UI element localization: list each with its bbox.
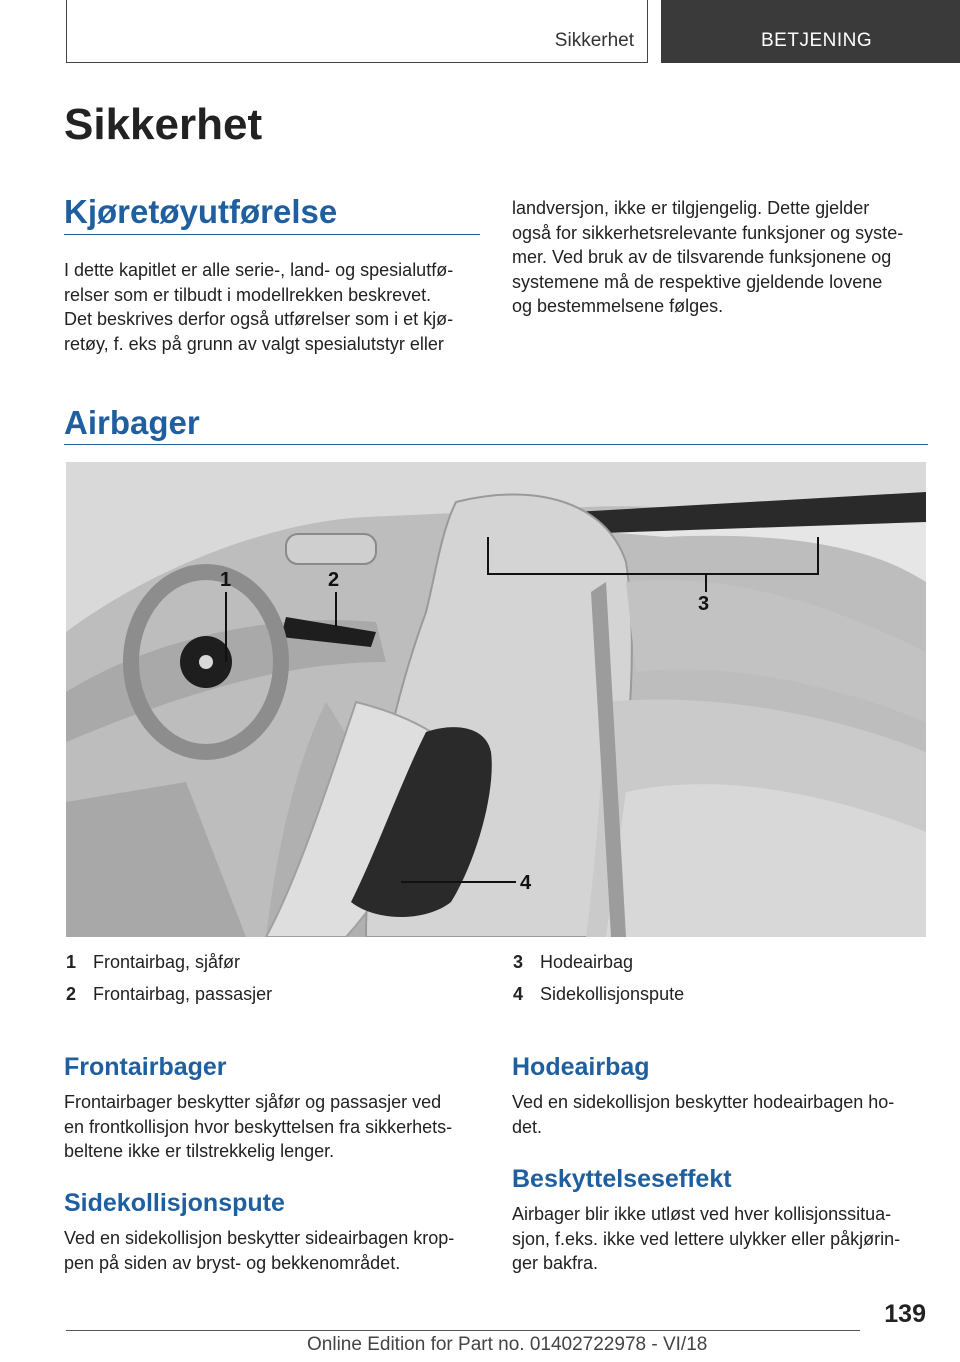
legend-label: Sidekollisjonspute	[540, 984, 685, 1004]
page-title: Sikkerhet	[64, 100, 263, 149]
legend-item	[513, 984, 684, 1016]
legend-label: Frontairbag, passasjer	[93, 984, 273, 1004]
text-line: en frontkollisjon hvor beskyttelsen fra sikkerhets-	[64, 1116, 453, 1137]
figure-legend-left	[66, 952, 272, 1016]
subheading-side-airbag: Sidekollisjonspute	[64, 1189, 285, 1217]
side-airbag-text	[64, 1226, 454, 1275]
legend-number: 2	[66, 984, 77, 1004]
section-heading-airbags: Airbager	[64, 404, 200, 441]
text-line: I dette kapitlet er alle serie-, land- og spesialutfø-	[64, 260, 454, 280]
airbag-illustration	[66, 462, 926, 937]
legend-number: 1	[66, 952, 77, 972]
text-line: ger bakfra.	[512, 1253, 599, 1273]
section-heading-vehicle-design: Kjøretøyutførelse	[64, 193, 338, 230]
callout-1: 1	[220, 569, 232, 591]
text-line: Ved en sidekollisjon beskytter sideairbagen krop-	[64, 1228, 455, 1248]
text-line: Ved en sidekollisjon beskytter hodeairbagen ho-	[512, 1092, 895, 1112]
text-line: retøy, f. eks på grunn av valgt spesialutstyr eller	[64, 333, 444, 354]
legend-item	[66, 984, 272, 1016]
car-interior-drawing	[66, 462, 926, 937]
text-line: pen på siden av bryst- og bekkenområdet.	[64, 1252, 401, 1273]
text-line: Det beskrives derfor også utførelser som i et kjø-	[64, 309, 454, 329]
text-line: Airbager blir ikke utløst ved hver kollisjonssitua-	[512, 1204, 892, 1224]
text-line: det.	[512, 1116, 543, 1137]
footer-edition-text: Online Edition for Part no. 01402722978 - VI/18	[307, 1334, 708, 1355]
callout-4: 4	[520, 872, 532, 894]
protective-effect-text	[512, 1202, 900, 1276]
text-line: sjon, f.eks. ikke ved lettere ulykker eller påkjørin-	[512, 1228, 901, 1249]
text-line: mer. Ved bruk av de tilsvarende funksjonene og	[512, 247, 892, 267]
legend-label: Frontairbag, sjåfør	[93, 952, 241, 972]
heading-rule	[64, 444, 928, 445]
subheading-head-airbag: Hodeairbag	[512, 1053, 650, 1081]
legend-item	[66, 952, 272, 984]
figure-legend-right	[513, 952, 684, 1016]
chapter-tab[interactable]	[661, 0, 960, 63]
callout-2: 2	[328, 569, 340, 591]
header-section-title: Sikkerhet	[554, 30, 634, 51]
text-line: systemene må de respektive gjeldende lovene	[512, 271, 883, 292]
text-line: beltene ikke er tilstrekkelig lenger.	[64, 1141, 335, 1161]
text-line: også for sikkerhetsrelevante funksjoner og syste-	[512, 222, 904, 243]
text-line: og bestemmelsene følges.	[512, 296, 724, 316]
front-airbags-text	[64, 1090, 452, 1164]
subheading-front-airbags: Frontairbager	[64, 1053, 227, 1081]
text-line: Frontairbager beskytter sjåfør og passasjer ved	[64, 1092, 442, 1112]
subheading-protective-effect: Beskyttelseseffekt	[512, 1165, 732, 1193]
legend-label: Hodeairbag	[540, 952, 634, 972]
legend-number: 4	[513, 984, 524, 1004]
text-line: relser som er tilbudt i modellrekken beskrevet.	[64, 284, 432, 305]
page-number: 139	[884, 1300, 926, 1328]
chapter-tab-label: BETJENING	[761, 30, 873, 51]
text-line: landversjon, ikke er tilgjengelig. Dette gjelder	[512, 198, 870, 218]
legend-number: 3	[513, 952, 524, 972]
vehicle-design-paragraph-1	[64, 258, 453, 356]
footer-rule	[66, 1330, 860, 1331]
vehicle-design-paragraph-2	[512, 196, 903, 319]
heading-rule	[64, 234, 480, 235]
head-airbag-text	[512, 1090, 894, 1139]
callout-3: 3	[698, 593, 710, 615]
legend-item	[513, 952, 684, 984]
